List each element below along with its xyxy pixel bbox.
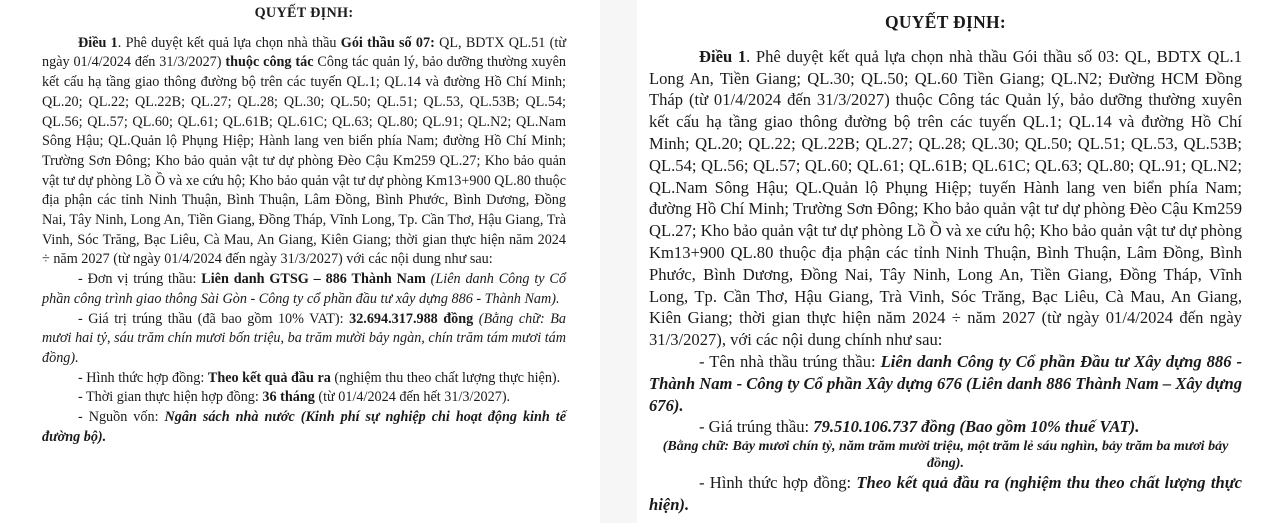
winner-paragraph — [649, 351, 1242, 416]
price-value: 32.694.317.988 đồng — [349, 310, 474, 327]
price-in-words: (Bằng chữ: Ba mươi hai tỷ, sáu trăm chín mươi bốn triệu, ba trăm mười bảy ngàn, chín trăm tám mươi tám đồng). — [42, 310, 566, 366]
contract-detail: (nghiệm thu theo chất lượng thực hiện). — [330, 369, 561, 386]
package-number: Gói thầu số 07: — [340, 34, 435, 51]
funding-label: - Nguồn vốn: — [78, 409, 165, 426]
price-label: - Giá trúng thầu: — [699, 417, 814, 437]
funding-value: Ngân sách nhà nước (Kinh phí sự nghiệp chi hoạt động kinh tế đường bộ). — [42, 409, 566, 445]
winner-label: - Đơn vị trúng thầu: — [78, 271, 202, 288]
article-1-paragraph — [649, 46, 1242, 351]
contract-label: - Hình thức hợp đồng: — [699, 473, 857, 493]
price-value: 79.510.106.737 đồng (Bao gồm 10% thuế VAT). — [813, 417, 1140, 437]
duration-label: - Thời gian thực hiện hợp đồng: — [78, 389, 263, 406]
contract-paragraph — [42, 369, 566, 389]
winner-name: Liên danh GTSG – 886 Thành Nam — [201, 271, 426, 288]
decision-title: QUYẾT ĐỊNH: — [884, 12, 1007, 32]
belongs-to-label: thuộc công tác — [225, 54, 314, 71]
duration-value: 36 tháng — [262, 389, 315, 406]
package-name: QL, BDTX QL.51 (từ ngày 01/4/2024 đến 31/3/2027) — [42, 34, 567, 71]
contract-value: Theo kết quả đầu ra — [207, 369, 331, 386]
winner-name: Liên danh Công ty Cổ phần Đầu tư Xây dựng 886 - Thành Nam - Công ty Cổ phần Xây dựng 676 (Liên danh 886 Thành Nam – Xây dựng 676). — [649, 351, 1243, 415]
article-intro: . Phê duyệt kết quả lựa chọn nhà thầu — [117, 34, 341, 51]
duration-detail: (từ 01/4/2024 đến hết 31/3/2027). — [314, 389, 511, 406]
article-label: Điều 1 — [699, 46, 747, 66]
winner-paragraph — [42, 270, 566, 309]
contract-label: - Hình thức hợp đồng: — [78, 369, 208, 386]
contract-value: Theo kết quả đầu ra (nghiệm thu theo chất lượng thực hiện). — [649, 473, 1243, 514]
duration-paragraph — [42, 388, 566, 408]
decision-title: QUYẾT ĐỊNH: — [254, 5, 354, 21]
article-label: Điều 1 — [78, 34, 118, 51]
funding-paragraph — [42, 408, 566, 447]
article-body: Công tác quản lý, bảo dưỡng thường xuyên kết cấu hạ tầng giao thông đường bộ trên các tuyến QL.1; QL.14 và đường Hồ Chí Minh; QL.20; QL.22; QL.22B; QL.27; QL.28; QL.30; QL.50; QL.51; QL.53, QL.53B; QL.54; QL.56; QL.57; QL.60; QL.61; QL.61B; QL.61C; QL.63; QL.80; QL.91; QL.N2; QL.Nam Sông Hậu; QL.Quản lộ Phụng Hiệp; Hành lang ven biển phía Nam; đường Hồ Chí Minh; Trường Sơn Đông; Kho bảo quản vật tư dự phòng Đèo Cậu Km259 QL.27; Kho bảo quản vật tư dự phòng Lồ Ồ và xe cứu hộ; Kho bảo quản vật tư dự phòng Km13+900 QL.80 thuộc địa phận các tỉnh Ninh Thuận, Bình Thuận, Lâm Đồng, Bình Phước, Bình Dương, Đồng Nai, Tây Ninh, Long An, Tiền Giang, Đồng Tháp, Vĩnh Long, Tp. Cần Thơ, Hậu Giang, Trà Vinh, Sóc Trăng, Bạc Liêu, Cà Mau, An Giang, Kiên Giang; thời gian thực hiện năm 2024 ÷ năm 2027 (từ ngày 01/4/2024 đến ngày 31/3/2027) với các nội dung như sau: — [42, 54, 566, 268]
article-body: . Phê duyệt kết quả lựa chọn nhà thầu Gói thầu số 03: QL, BDTX QL.1 Long An, Tiền Giang; QL.30; QL.50; QL.60 Tiền Giang; QL.N2; Đường HCM Đồng Tháp (từ 01/4/2024 đến 31/3/2027) thuộc Công tác Quản lý, bảo dưỡng thường xuyên kết cấu hạ tầng giao thông đường bộ trên các tuyến QL.1; QL.14 và đường Hồ Chí Minh; QL.20; QL.22; QL.22B; QL.27; QL.28; QL.30; QL.50; QL.51; QL.53, QL.53B; QL.54; QL.56; QL.57; QL.60; QL.61; QL.61B; QL.61C; QL.63; QL.80; QL.91; QL.N2; QL.Nam Sông Hậu; QL.Quản lộ Phụng Hiệp; tuyến Hành lang ven biển phía Nam; đường Hồ Chí Minh; Trường Sơn Đông; Kho bảo quản vật tư dự phòng Đèo Cậu Km259 QL.27; Kho bảo quản vật tư dự phòng Lồ Ồ và xe cứu hộ; Kho bảo quản vật tư dự phòng Km13+900 QL.80 thuộc địa phận các tỉnh Ninh Thuận, Bình Thuận, Lâm Đồng, Bình Phước, Bình Dương, Đồng Nai, Tây Ninh, Long An, Tiền Giang, Đồng Tháp, Vĩnh Long, Tp. Cần Thơ, Hậu Giang, Trà Vinh, Sóc Trăng, Bạc Liêu, Cà Mau, An Giang, Kiên Giang; thời gian thực hiện năm 2024 ÷ năm 2027 (từ ngày 01/4/2024 đến ngày 31/3/2027), với các nội dung chính như sau: — [649, 46, 1242, 350]
right-document-excerpt — [637, 0, 1280, 523]
price-in-words: (Bằng chữ: Bảy mươi chín tỷ, năm trăm mười triệu, một trăm lẻ sáu nghìn, bảy trăm ba mươi bảy đồng). — [662, 439, 1229, 472]
price-paragraph — [42, 310, 566, 369]
contract-paragraph — [649, 472, 1242, 516]
price-paragraph — [649, 416, 1242, 438]
left-document-excerpt — [0, 0, 600, 523]
page-divider — [600, 0, 637, 523]
article-1-paragraph — [42, 34, 566, 270]
winner-detail: (Liên danh Công ty Cổ phần công trình giao thông Sài Gòn - Công ty cổ phần đầu tư xây dựng 886 - Thành Nam). — [42, 271, 566, 307]
winner-label: - Tên nhà thầu trúng thầu: — [699, 351, 881, 371]
price-label: - Giá trị trúng thầu (đã bao gồm 10% VAT): — [78, 310, 350, 327]
